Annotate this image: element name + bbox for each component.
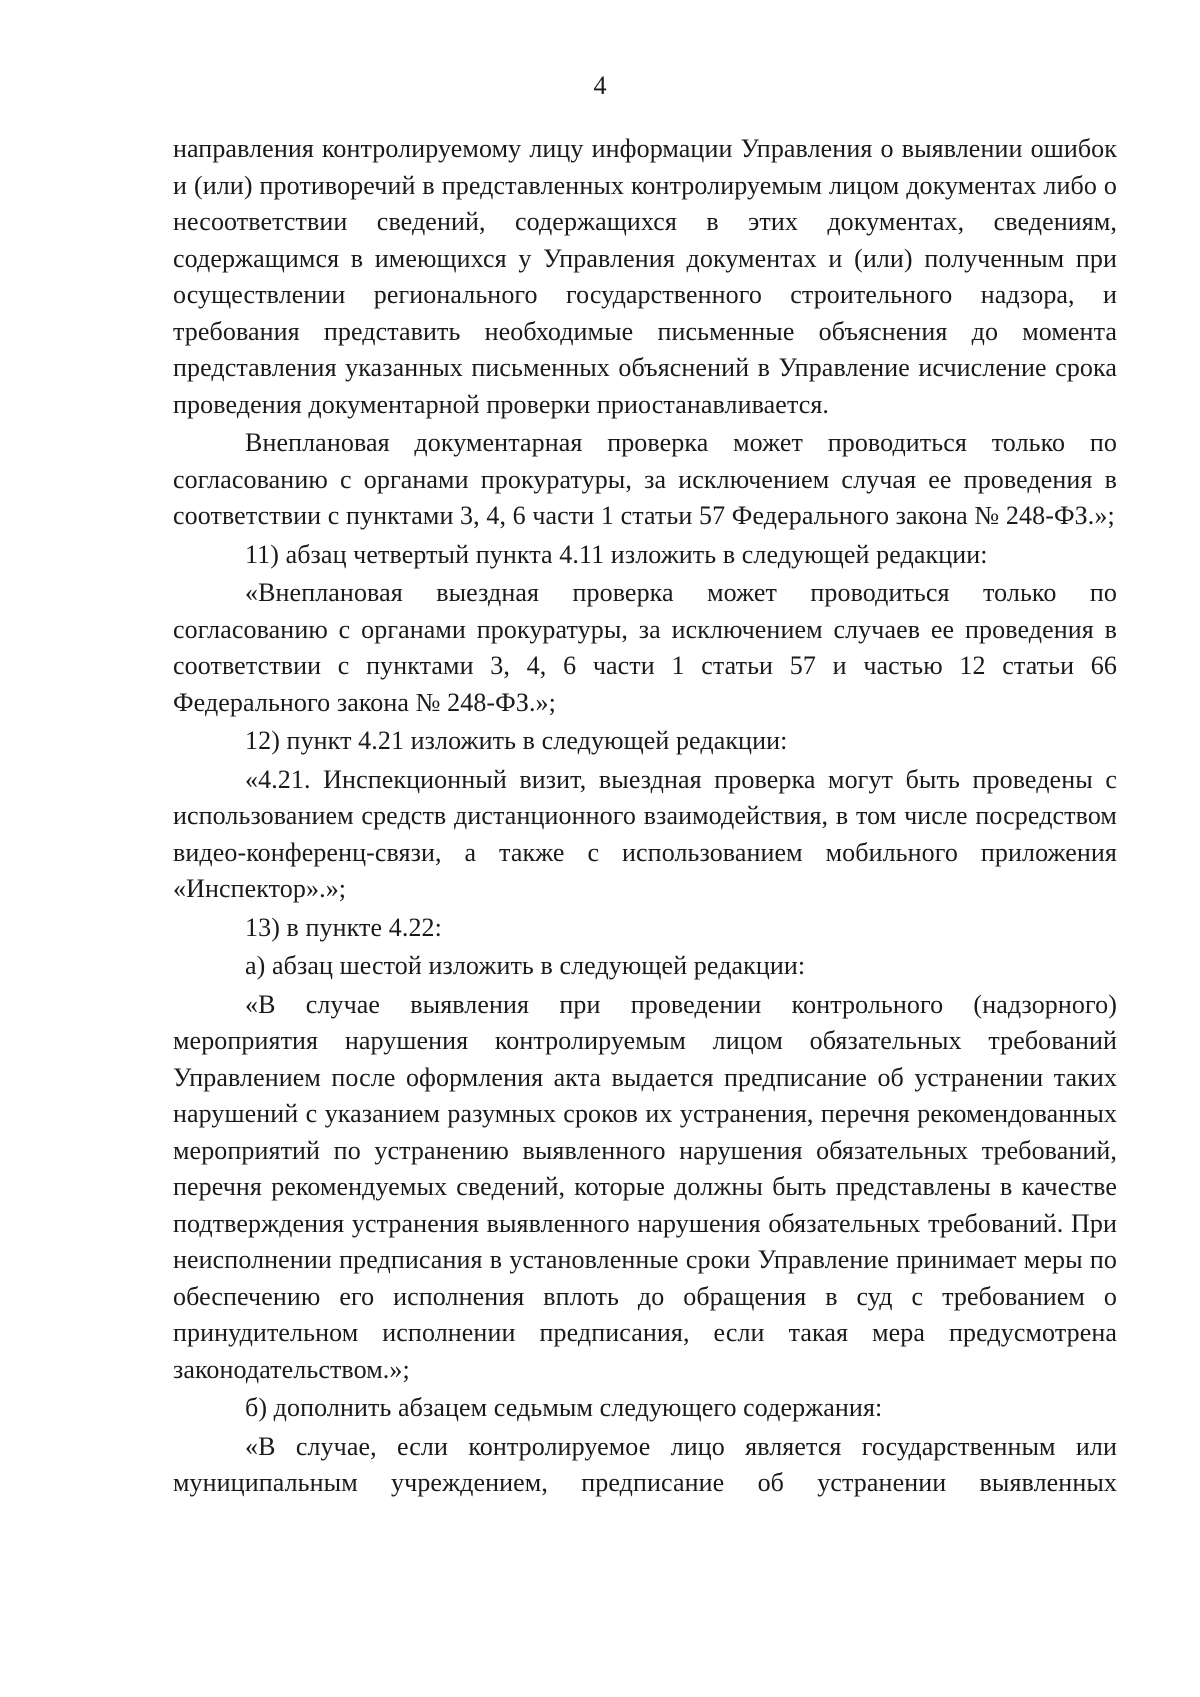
- paragraph-item-12: 12) пункт 4.21 изложить в следующей редакции:: [245, 726, 788, 755]
- paragraph-clause-4-21: «4.21. Инспекционный визит, выездная проверка могут быть проведены с использованием средств дистанционного взаимодействия, в том числе посредством видео-конференц-связи, а также с использованием мобильного приложения «Инспектор».»;: [173, 764, 1117, 903]
- paragraph-item-11: 11) абзац четвертый пункта 4.11 изложить в следующей редакции:: [245, 539, 988, 569]
- paragraph-item-13: 13) в пункте 4.22:: [245, 912, 442, 942]
- paragraph-order-on-violations: «В случае выявления при проведении контрольного (надзорного) мероприятия нарушения контролируемым лицом обязательных требований Управлением после оформления акта выдается предписание об устранении таких нарушений с указанием разумных сроков их устранения, перечня рекомендованных мероприятий по устранению выявленного нарушения обязательных требований, перечня рекомендуемых сведений, которые должны быть представлены в качестве подтверждения устранения выявленного нарушения обязательных требований. При неисполнении предписания в установленные сроки Управление принимает меры по обеспечению его исполнения вплоть до обращения в суд с требованием о принудительном исполнении предписания, если такая мера предусмотрена законодательством.»;: [173, 989, 1117, 1384]
- paragraph-unscheduled-documentary-inspection: Внеплановая документарная проверка может проводиться только по согласованию с органами прокуратуры, за исключением случая ее проведения в соответствии с пунктами 3, 4, 6 части 1 статьи 57 Федерального закона № 248-ФЗ.»;: [173, 428, 1117, 530]
- page-number: 4: [593, 71, 607, 100]
- paragraph-unscheduled-field-inspection: «Внеплановая выездная проверка может проводиться только по согласованию с органами прокуратуры, за исключением случаев ее проведения в соответствии с пунктами 3, 4, 6 части 1 статьи 57 и частью 12 статьи 66 Федерального закона № 248-ФЗ.»;: [173, 578, 1117, 717]
- paragraph-state-institution: «В случае, если контролируемое лицо является государственным или муниципальным учреждением, предписание об устранении выявленных: [173, 1431, 1117, 1497]
- paragraph-subitem-b: б) дополнить абзацем седьмым следующего содержания:: [245, 1393, 883, 1422]
- paragraph-continuation: направления контролируемому лицу информации Управления о выявлении ошибок и (или) противоречий в представленных контролируемым лицом документах либо о несоответствии сведений, содержащихся в этих документах, сведениям, содержащимся в имеющихся у Управления документах и (или) полученным при осуществлении регионального государственного строительного надзора, и требования представить необходимые письменные объяснения до момента представления указанных письменных объяснений в Управление исчисление срока проведения документарной проверки приостанавливается.: [173, 134, 1117, 419]
- document-body: [173, 131, 1117, 1504]
- paragraph-subitem-a: а) абзац шестой изложить в следующей редакции:: [245, 951, 806, 980]
